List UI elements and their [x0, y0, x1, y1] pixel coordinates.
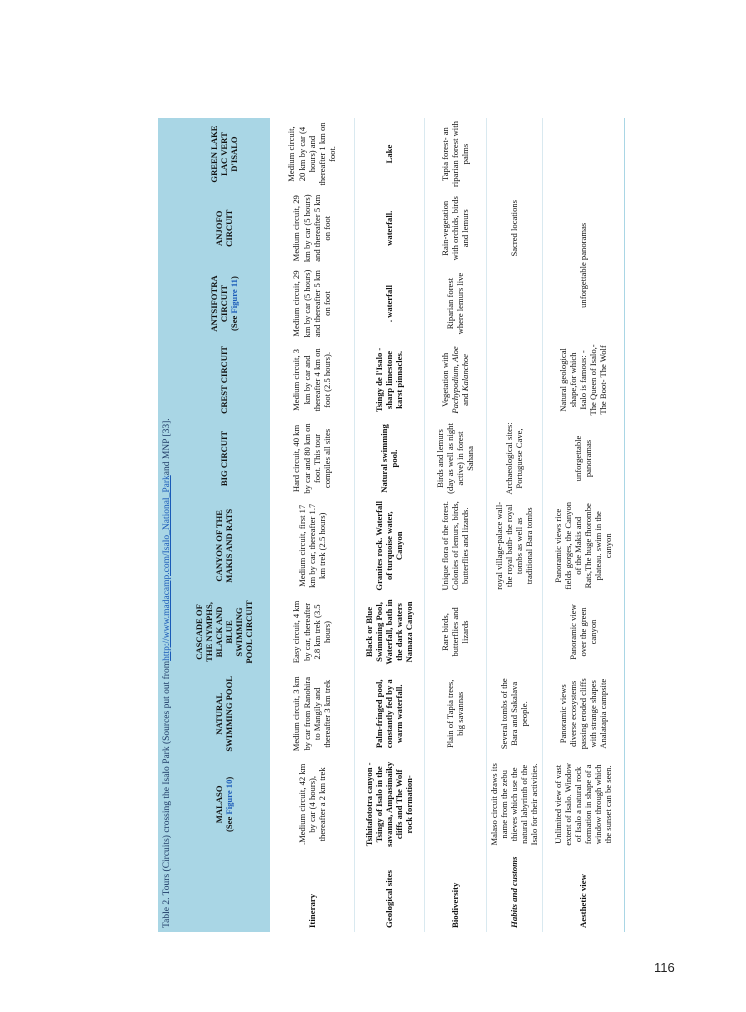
cell-biodiversity-crest [424, 341, 486, 420]
rotated-table-region [158, 118, 624, 932]
cell-itinerary-antsifotra: Medium circuit, 29 km by car (5 hours) and thereafter 5 km on foot [291, 269, 332, 338]
cell-itinerary-cascade: Easy circuit, 4 km by car, thereafter 2.8 km trek (3.5 hours) [291, 600, 332, 664]
header-row [178, 118, 270, 932]
cell-biodiversity-canyon: Unique flora of the forest. Colonies of lemurs, birds, butterflies and lizards. [439, 501, 471, 591]
cell-itinerary-natural-pool: Medium circuit, 3 km by car from Ranohira to Mangily and thereafter 3 km trek [291, 676, 332, 752]
cell-habits-antsifotra [486, 266, 542, 340]
cell-itinerary-anjofo: Medium circuit, 29 km by car (5 hours) and thereafter 5 km on foot [291, 194, 332, 263]
cell-habits-crest [486, 341, 542, 420]
cell-biodiversity-malaso [424, 757, 486, 851]
cell-aesthetic-big: unforgettable panoramas [572, 435, 593, 482]
table-row [542, 118, 624, 932]
row-label-biodiversity: Biodiversity [449, 882, 460, 928]
table-caption [158, 118, 178, 932]
header-antsifotra-see: (See [229, 313, 240, 331]
header-antsifotra-close: ) [229, 276, 240, 280]
cell-aesthetic-canyon: Panoramic views rice fields gorges, the Canyon of the Makis and Rats,The huge fhorombe plateau. swim in the canyon [552, 501, 614, 590]
cell-aesthetic-crest: Natural geological shape,for which Isalo is famous: -The Queen of Isalo,- The Boot- The Wolf [557, 344, 609, 416]
cell-aesthetic-antsifotra-anjofo: unforgettable panoramas [577, 222, 588, 308]
header-corner [178, 851, 270, 932]
header-green-lake: GREEN LAKE LAC VERT D'ISALO [178, 118, 270, 190]
table-container [158, 118, 624, 932]
cell-habits-canyon: royal village-palace wall- the royal bath- the royal tombs as well as traditional Bara tombs [493, 501, 535, 590]
row-label-geological: Geological sites [383, 870, 394, 928]
table-row [354, 118, 424, 932]
crest-species-pachypodium: Pachypodium, [449, 364, 460, 414]
header-crest: CREST CIRCUIT [178, 341, 270, 420]
row-label-aesthetic: Aesthetic view [577, 874, 588, 928]
table-row [270, 118, 354, 932]
cell-itinerary-malaso: .Medium circuit, 42 km by car (4 hours), thereafter a 2 km trek [296, 763, 327, 846]
header-big-circuit: BIG CIRCUIT [178, 419, 270, 498]
cell-habits-big: Archaeological sites: Portuguese Cave, [503, 422, 524, 495]
header-anjofo: ANJOFO CIRCUIT [178, 190, 270, 266]
header-malaso [178, 757, 270, 851]
cell-geological-green: Lake [383, 144, 394, 164]
cell-geological-canyon: Granites rock. Waterfall of turquoise water, Canyon [373, 500, 405, 591]
cell-aesthetic-natural-pool: Panoramic views diverse ecosystems passing eroded cliffs with strange shapes Analatapia campsite [557, 678, 609, 750]
cell-geological-crest: Tsingy de l'Isalo - sharp limestone karst pinnacles. [373, 347, 405, 413]
cell-biodiversity-antsifotra: Riparian forest where lemurs live [444, 272, 465, 335]
crest-veg-and: and [460, 393, 471, 406]
caption-source-link[interactable]: http://www.madacamp.com/Isalo_National_Park [162, 475, 173, 661]
header-antsifotra [178, 266, 270, 340]
header-antsifotra-title: ANTSIFOTRA CIRCUIT [208, 275, 229, 332]
header-malaso-title: MALASO [213, 785, 224, 824]
cell-aesthetic-malaso: Unlimited view of vast extent of Isalo. Window of Isalo a natural rock formation in shape of a window through which the sunset can be seen. [552, 763, 614, 846]
tours-table [178, 118, 625, 932]
cell-geological-antsifotra: . waterfall [383, 284, 394, 323]
header-canyon: CANYON OF THE MAKIS AND RATS [178, 498, 270, 594]
crest-species-kalanchoe: Kalanchoe [460, 354, 471, 392]
caption-prefix: Table 2. Tours (Circuits) crossing the Isalo Park (Sources put out from [162, 660, 173, 928]
cell-geological-anjofo: waterfall. [383, 210, 394, 246]
cell-biodiversity-big: Birds and lemurs (day as well as night active) in forest Sahana [434, 423, 476, 494]
cell-habits-natural-pool: Several tombs of the Bara and Sakalava people. [498, 678, 530, 750]
cell-geological-natural-pool: Palm-fringed pool, constantly fed by a warm waterfall. [373, 679, 405, 749]
cell-habits-anjofo: Sacred locations [508, 199, 519, 257]
figure-10-link[interactable]: Figure 10 [224, 779, 234, 815]
cell-biodiversity-anjofo: Rain-vegetation with orchids, birds and lemurs [439, 196, 471, 261]
cell-biodiversity-natural-pool: Plain of Tapia trees, big savannas [444, 679, 465, 749]
cell-aesthetic-cascade: Panoramic view over the green canyon [567, 604, 599, 660]
crest-veg-prefix: Vegetation with [439, 352, 450, 408]
cell-itinerary-green: Medium circuit, 20 km by car (4 hours) and thereafter 1 km on foot. [286, 122, 337, 186]
cell-habits-cascade [486, 594, 542, 670]
cell-geological-malaso: Tsihitafototra canyon -Tsingy of Isalo in the savanna, Ampasimaiky cliffs and The Wolf rock formation- [363, 761, 415, 847]
row-label-habits: Habits and customs [508, 856, 519, 928]
cell-itinerary-big: Hard circuit, 40 km by car and 80 km on foot. This tour compiles all sites [291, 423, 332, 494]
cell-habits-green [486, 118, 542, 190]
header-cascade: CASCADE OF THE NYMPHS, BLACK AND BLUE SWIMMING POOL CIRCUIT [178, 594, 270, 670]
figure-11-link[interactable]: Figure 11 [229, 279, 240, 314]
cell-geological-cascade: Black or Blue Swimming Pool, Waterfall, bath in the dark waters Namaza Canyon [363, 599, 415, 665]
cell-biodiversity-green: Tapia forest- an riparian forest with palms [439, 121, 471, 187]
crest-species-aloe: Aloe [449, 346, 460, 363]
table-row [424, 118, 486, 932]
header-malaso-see: (See [224, 814, 234, 832]
cell-aesthetic-green [542, 118, 624, 190]
caption-suffix: and MNP [33]. [162, 418, 173, 476]
header-malaso-close: ) [224, 776, 234, 780]
table-row [486, 118, 542, 932]
row-label-itinerary: Itinerary [306, 893, 317, 928]
cell-geological-big: Natural swimming pool. [378, 424, 399, 493]
header-natural-pool: NATURAL SWIMMING POOL [178, 670, 270, 757]
cell-itinerary-crest: Medium circuit, 3 km by car and thereafter 4 km on foot (2.5 hours). [291, 348, 332, 412]
cell-habits-malaso: Malaso circuit draws its name from the zebu thieves which use the natural labyrinth of the Isalo for their activities. [488, 763, 540, 846]
cell-biodiversity-cascade: Rare birds, butterflies and lizards [439, 607, 471, 657]
page-number: 116 [654, 960, 675, 975]
cell-itinerary-canyon: Medium circuit, first 17 km by car, thereafter 1.7 km trek (2.5 hours) [296, 503, 327, 588]
